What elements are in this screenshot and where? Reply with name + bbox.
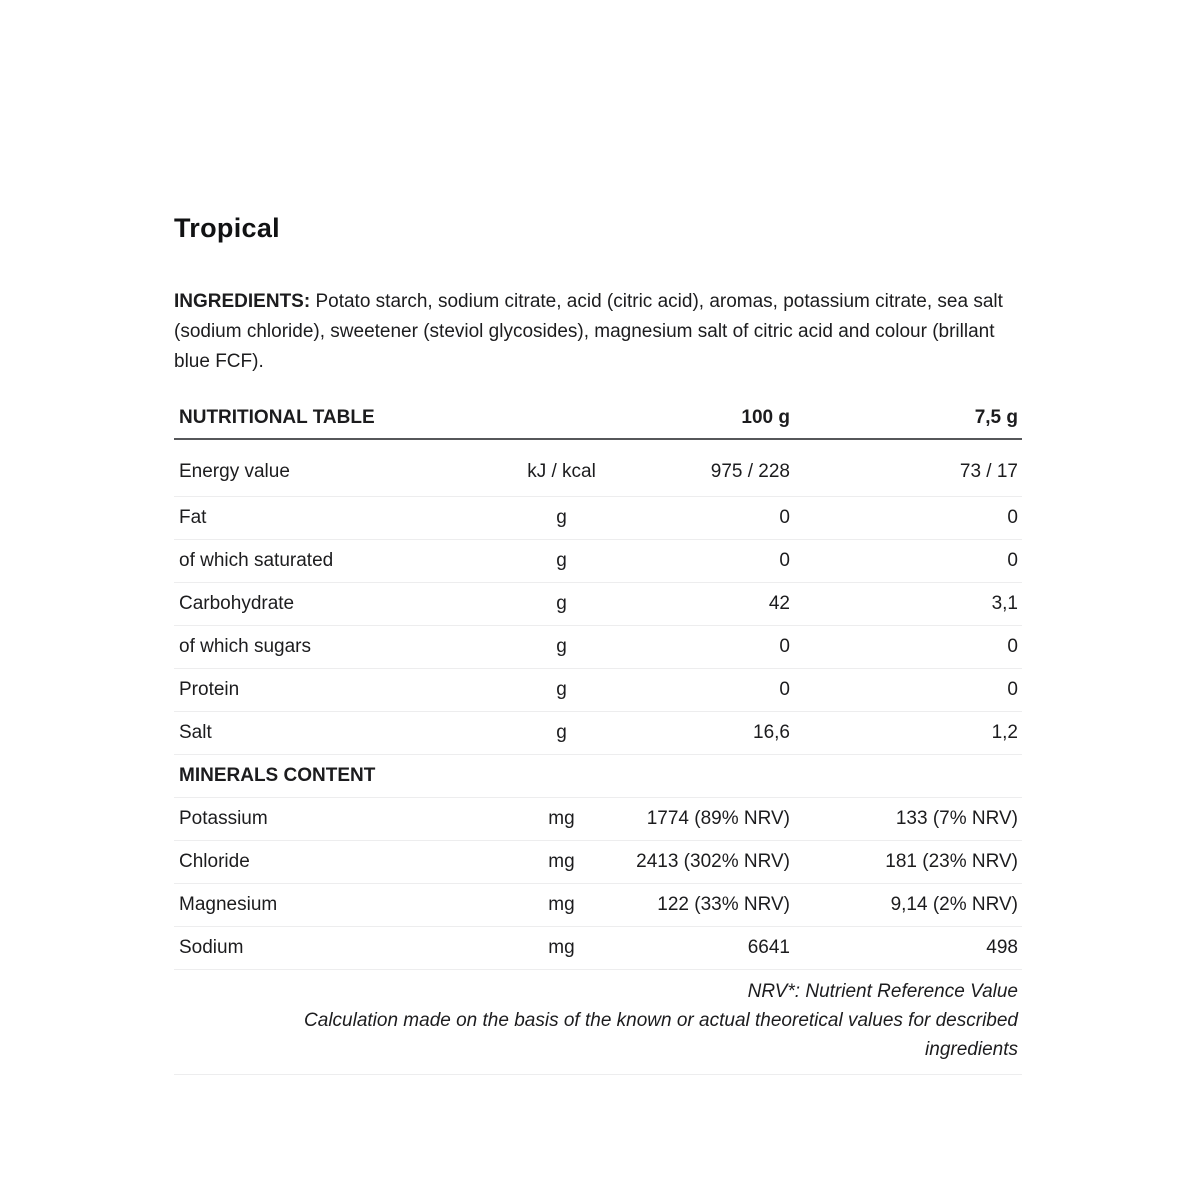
table-row	[174, 540, 1022, 583]
nutrient-unit: mg	[504, 798, 619, 841]
column-header-100g: 100 g	[619, 408, 790, 439]
minerals-section-header	[174, 755, 1022, 798]
nutrient-value-100g: 0	[619, 669, 790, 712]
table-row	[174, 626, 1022, 669]
nutrient-unit: g	[504, 497, 619, 540]
page-title: Tropical	[174, 213, 280, 243]
nutrient-label: Protein	[174, 669, 504, 712]
nutrient-label: of which sugars	[174, 626, 504, 669]
nutrient-value-serving: 0	[790, 497, 1022, 540]
nutrient-value-serving: 1,2	[790, 712, 1022, 755]
table-title: NUTRITIONAL TABLE	[174, 408, 504, 439]
nutrient-label: Salt	[174, 712, 504, 755]
nutrient-unit: mg	[504, 841, 619, 884]
nutrient-label: Sodium	[174, 927, 504, 970]
nrv-footnote-line: NRV*: Nutrient Reference Value	[747, 981, 1018, 1002]
nutrient-value-100g: 0	[619, 497, 790, 540]
nrv-footnote-line: Calculation made on the basis of the known or actual theoretical values for described	[304, 1010, 1018, 1031]
nutrient-unit: mg	[504, 927, 619, 970]
nutrition-table-header	[174, 408, 1022, 439]
nutrient-unit: mg	[504, 884, 619, 927]
nutrient-label: of which saturated	[174, 540, 504, 583]
nutrient-unit: g	[504, 540, 619, 583]
column-header-serving: 7,5 g	[790, 408, 1022, 439]
table-row	[174, 884, 1022, 927]
minerals-section-title: MINERALS CONTENT	[174, 755, 1022, 798]
table-row	[174, 927, 1022, 970]
ingredients-paragraph	[174, 287, 1022, 377]
nutrient-value-100g: 1774 (89% NRV)	[619, 798, 790, 841]
table-row	[174, 841, 1022, 884]
nutrient-label: Chloride	[174, 841, 504, 884]
table-row	[174, 583, 1022, 626]
nutrient-label: Energy value	[174, 439, 504, 497]
table-row	[174, 669, 1022, 712]
ingredients-text: Potato starch, sodium citrate, acid (citric acid), aromas, potassium citrate, sea salt (sodium chloride), sweetener (steviol glycosides), magnesium salt of citric acid and colour (brillant blue FCF).	[174, 291, 1003, 372]
nutrient-value-100g: 42	[619, 583, 790, 626]
nrv-footnote	[174, 970, 1022, 1075]
nutrient-value-serving: 73 / 17	[790, 439, 1022, 497]
table-row	[174, 439, 1022, 497]
nutrition-table	[174, 408, 1022, 1075]
nutrient-value-serving: 0	[790, 626, 1022, 669]
nutrient-value-serving: 133 (7% NRV)	[790, 798, 1022, 841]
nutrient-value-serving: 498	[790, 927, 1022, 970]
nutrient-label: Magnesium	[174, 884, 504, 927]
nutrient-label: Potassium	[174, 798, 504, 841]
nutrient-value-serving: 0	[790, 540, 1022, 583]
nutrient-value-serving: 3,1	[790, 583, 1022, 626]
nutrient-value-serving: 181 (23% NRV)	[790, 841, 1022, 884]
table-row	[174, 798, 1022, 841]
nutrient-value-100g: 0	[619, 626, 790, 669]
nutrient-value-100g: 2413 (302% NRV)	[619, 841, 790, 884]
nutrient-label: Carbohydrate	[174, 583, 504, 626]
nutrient-value-serving: 9,14 (2% NRV)	[790, 884, 1022, 927]
table-row	[174, 497, 1022, 540]
nutrient-label: Fat	[174, 497, 504, 540]
nutrient-value-100g: 122 (33% NRV)	[619, 884, 790, 927]
nrv-footnote-line: ingredients	[925, 1039, 1018, 1060]
nutrient-value-100g: 0	[619, 540, 790, 583]
table-row	[174, 712, 1022, 755]
nutrient-unit: g	[504, 712, 619, 755]
nrv-footnote-text	[174, 970, 1022, 1075]
unit-column-header	[504, 408, 619, 439]
nutrient-value-100g: 975 / 228	[619, 439, 790, 497]
nutrient-value-100g: 6641	[619, 927, 790, 970]
nutrient-unit: g	[504, 669, 619, 712]
nutrient-unit: g	[504, 626, 619, 669]
nutrient-value-serving: 0	[790, 669, 1022, 712]
nutrient-value-100g: 16,6	[619, 712, 790, 755]
nutrient-unit: kJ / kcal	[504, 439, 619, 497]
ingredients-label: INGREDIENTS:	[174, 291, 311, 312]
nutrient-unit: g	[504, 583, 619, 626]
